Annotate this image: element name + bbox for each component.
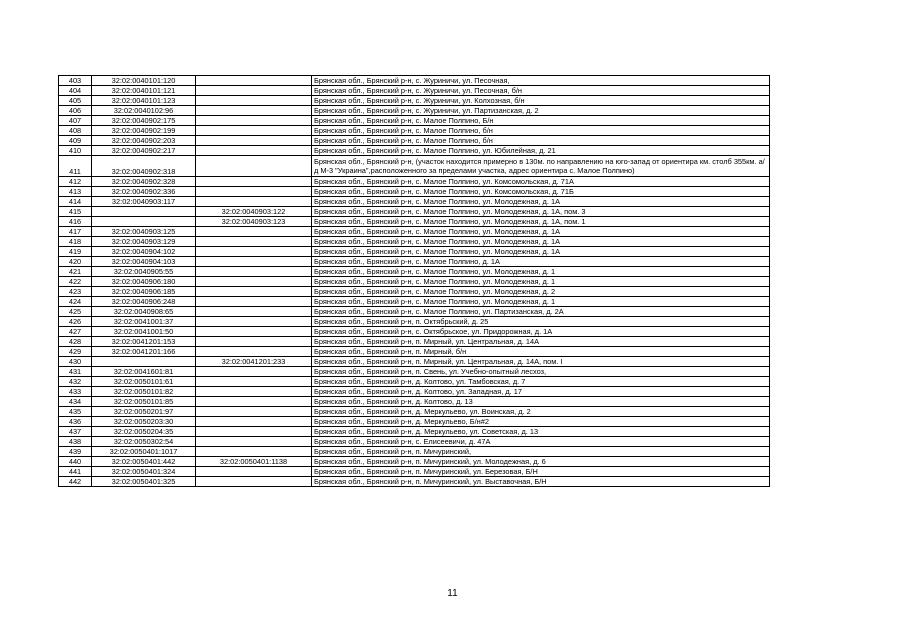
address-cell: Брянская обл., Брянский р-н, с. Малое Полпино, ул. Молодежная, д. 1А, пом. 1 [312, 217, 770, 227]
row-number-cell: 409 [59, 136, 92, 146]
address-cell: Брянская обл., Брянский р-н, с. Малое Полпино, ул. Молодежная, д. 1А [312, 227, 770, 237]
row-number-cell: 439 [59, 447, 92, 457]
row-number-cell: 436 [59, 417, 92, 427]
row-number-cell: 417 [59, 227, 92, 237]
table-row [59, 417, 770, 427]
table-row [59, 146, 770, 156]
row-number-cell: 441 [59, 467, 92, 477]
related-cadastral-number-cell: 32:02:0040903:123 [196, 217, 312, 227]
row-number-cell: 419 [59, 247, 92, 257]
row-number-cell: 442 [59, 477, 92, 487]
table-row [59, 347, 770, 357]
related-cadastral-number-cell [196, 86, 312, 96]
related-cadastral-number-cell [196, 297, 312, 307]
address-cell: Брянская обл., Брянский р-н, п. Мирный, ул. Центральная, д. 14А [312, 337, 770, 347]
address-cell: Брянская обл., Брянский р-н, с. Журиничи, ул. Песочная, [312, 76, 770, 86]
address-cell: Брянская обл., Брянский р-н, с. Журиничи, ул. Партизанская, д. 2 [312, 106, 770, 116]
related-cadastral-number-cell [196, 347, 312, 357]
row-number-cell: 413 [59, 187, 92, 197]
related-cadastral-number-cell: 32:02:0050401:1138 [196, 457, 312, 467]
cadastral-number-cell: 32:02:0040908:65 [92, 307, 196, 317]
cadastral-number-cell: 32:02:0040903:125 [92, 227, 196, 237]
row-number-cell: 426 [59, 317, 92, 327]
address-cell: Брянская обл., Брянский р-н, п. Октябрьский, д. 25 [312, 317, 770, 327]
table-row [59, 477, 770, 487]
related-cadastral-number-cell [196, 267, 312, 277]
table-row [59, 116, 770, 126]
address-cell: Брянская обл., Брянский р-н, д. Колтово, ул. Тамбовская, д. 7 [312, 377, 770, 387]
row-number-cell: 408 [59, 126, 92, 136]
table-row [59, 387, 770, 397]
table-row [59, 177, 770, 187]
table-row [59, 447, 770, 457]
table-row [59, 227, 770, 237]
address-cell: Брянская обл., Брянский р-н, п. Свень, ул. Учебно-опытный лесхоз, [312, 367, 770, 377]
row-number-cell: 416 [59, 217, 92, 227]
row-number-cell: 438 [59, 437, 92, 447]
row-number-cell: 429 [59, 347, 92, 357]
related-cadastral-number-cell [196, 146, 312, 156]
cadastral-number-cell: 32:02:0041201:153 [92, 337, 196, 347]
row-number-cell: 427 [59, 327, 92, 337]
cadastral-number-cell: 32:02:0040101:123 [92, 96, 196, 106]
table-row [59, 136, 770, 146]
related-cadastral-number-cell [196, 227, 312, 237]
related-cadastral-number-cell [196, 467, 312, 477]
address-cell: Брянская обл., Брянский р-н, с. Елисеевичи, д. 47А [312, 437, 770, 447]
address-cell: Брянская обл., Брянский р-н, с. Малое Полпино, б/н [312, 136, 770, 146]
page-number: 11 [447, 588, 458, 599]
cadastral-number-cell: 32:02:0050101:61 [92, 377, 196, 387]
table-row [59, 467, 770, 477]
address-cell: Брянская обл., Брянский р-н, п. Мичуринский, [312, 447, 770, 457]
cadastral-number-cell: 32:02:0040902:199 [92, 126, 196, 136]
address-cell: Брянская обл., Брянский р-н, д. Колтово, ул. Западная, д. 17 [312, 387, 770, 397]
cadastral-number-cell: 32:02:0040902:203 [92, 136, 196, 146]
related-cadastral-number-cell [196, 136, 312, 146]
row-number-cell: 404 [59, 86, 92, 96]
table-row [59, 367, 770, 377]
address-cell: Брянская обл., Брянский р-н, с. Малое Полпино, ул. Молодежная, д. 1 [312, 297, 770, 307]
cadastral-number-cell: 32:02:0050401:442 [92, 457, 196, 467]
row-number-cell: 414 [59, 197, 92, 207]
row-number-cell: 405 [59, 96, 92, 106]
cadastral-number-cell: 32:02:0050401:325 [92, 477, 196, 487]
address-cell: Брянская обл., Брянский р-н, д. Меркульево, ул. Советская, д. 13 [312, 427, 770, 437]
cadastral-number-cell: 32:02:0040902:217 [92, 146, 196, 156]
related-cadastral-number-cell [196, 106, 312, 116]
related-cadastral-number-cell [196, 187, 312, 197]
address-cell: Брянская обл., Брянский р-н, (участок находится примерно в 130м. по направлению на юго-запад от ориентира км. столб 355км. а/д М-3 "Украина",расположенного за пределами участка, адрес ориентира с. Малое Полпино) [312, 156, 770, 177]
row-number-cell: 415 [59, 207, 92, 217]
row-number-cell: 420 [59, 257, 92, 267]
address-cell: Брянская обл., Брянский р-н, п. Мичуринский, ул. Молодежная, д. 6 [312, 457, 770, 467]
address-cell: Брянская обл., Брянский р-н, с. Малое Полпино, ул. Молодежная, д. 1А [312, 247, 770, 257]
table-row [59, 96, 770, 106]
table-row [59, 427, 770, 437]
related-cadastral-number-cell [196, 417, 312, 427]
table-row [59, 267, 770, 277]
cadastral-number-cell [92, 217, 196, 227]
cadastral-number-cell: 32:02:0040902:175 [92, 116, 196, 126]
cadastral-number-cell: 32:02:0040906:180 [92, 277, 196, 287]
address-cell: Брянская обл., Брянский р-н, с. Журиничи, ул. Колхозная, б/н [312, 96, 770, 106]
row-number-cell: 428 [59, 337, 92, 347]
row-number-cell: 434 [59, 397, 92, 407]
row-number-cell: 433 [59, 387, 92, 397]
related-cadastral-number-cell [196, 427, 312, 437]
related-cadastral-number-cell [196, 397, 312, 407]
cadastral-number-cell: 32:02:0040902:328 [92, 177, 196, 187]
row-number-cell: 431 [59, 367, 92, 377]
related-cadastral-number-cell [196, 477, 312, 487]
address-cell: Брянская обл., Брянский р-н, п. Мирный, б/н [312, 347, 770, 357]
address-cell: Брянская обл., Брянский р-н, д. Колтово, д. 13 [312, 397, 770, 407]
address-cell: Брянская обл., Брянский р-н, с. Малое Полпино, ул. Молодежная, д. 1А, пом. 3 [312, 207, 770, 217]
row-number-cell: 421 [59, 267, 92, 277]
related-cadastral-number-cell [196, 407, 312, 417]
cadastral-number-cell: 32:02:0040906:185 [92, 287, 196, 297]
address-cell: Брянская обл., Брянский р-н, п. Мирный, ул. Центральная, д. 14А, пом. I [312, 357, 770, 367]
address-cell: Брянская обл., Брянский р-н, с. Малое Полпино, Б/н [312, 116, 770, 126]
related-cadastral-number-cell [196, 197, 312, 207]
cadastral-number-cell: 32:02:0040902:336 [92, 187, 196, 197]
table-row [59, 397, 770, 407]
cadastral-number-cell: 32:02:0040101:121 [92, 86, 196, 96]
cadastral-number-cell: 32:02:0040904:103 [92, 257, 196, 267]
cadastral-number-cell: 32:02:0050401:1017 [92, 447, 196, 457]
related-cadastral-number-cell: 32:02:0041201:233 [196, 357, 312, 367]
table-row [59, 327, 770, 337]
row-number-cell: 418 [59, 237, 92, 247]
row-number-cell: 437 [59, 427, 92, 437]
table-row [59, 156, 770, 177]
row-number-cell: 435 [59, 407, 92, 417]
cadastral-number-cell [92, 357, 196, 367]
table-row [59, 207, 770, 217]
related-cadastral-number-cell [196, 247, 312, 257]
table-row [59, 377, 770, 387]
related-cadastral-number-cell [196, 337, 312, 347]
table-row [59, 307, 770, 317]
cadastral-table [58, 75, 770, 487]
address-cell: Брянская обл., Брянский р-н, с. Малое Полпино, ул. Молодежная, д. 1А [312, 197, 770, 207]
address-cell: Брянская обл., Брянский р-н, с. Малое Полпино, ул. Юбилейная, д. 21 [312, 146, 770, 156]
related-cadastral-number-cell [196, 76, 312, 86]
address-cell: Брянская обл., Брянский р-н, с. Малое Полпино, ул. Партизанская, д. 2А [312, 307, 770, 317]
table-row [59, 257, 770, 267]
address-cell: Брянская обл., Брянский р-н, с. Малое Полпино, д. 1А [312, 257, 770, 267]
related-cadastral-number-cell [196, 307, 312, 317]
table-row [59, 197, 770, 207]
table-row [59, 187, 770, 197]
table-row [59, 337, 770, 347]
address-cell: Брянская обл., Брянский р-н, с. Журиничи, ул. Песочная, б/н [312, 86, 770, 96]
cadastral-number-cell: 32:02:0040906:248 [92, 297, 196, 307]
related-cadastral-number-cell [196, 287, 312, 297]
cadastral-number-cell: 32:02:0041001:50 [92, 327, 196, 337]
address-cell: Брянская обл., Брянский р-н, п. Мичуринский, ул. Березовая, Б/Н [312, 467, 770, 477]
related-cadastral-number-cell: 32:02:0040903:122 [196, 207, 312, 217]
table-row [59, 76, 770, 86]
address-cell: Брянская обл., Брянский р-н, с. Малое Полпино, ул. Молодежная, д. 1 [312, 267, 770, 277]
row-number-cell: 430 [59, 357, 92, 367]
cadastral-number-cell: 32:02:0040905:55 [92, 267, 196, 277]
related-cadastral-number-cell [196, 367, 312, 377]
table-row [59, 407, 770, 417]
related-cadastral-number-cell [196, 437, 312, 447]
related-cadastral-number-cell [196, 277, 312, 287]
address-cell: Брянская обл., Брянский р-н, д. Меркульево, ул. Воинская, д. 2 [312, 407, 770, 417]
row-number-cell: 407 [59, 116, 92, 126]
table-row [59, 437, 770, 447]
cadastral-number-cell: 32:02:0040903:117 [92, 197, 196, 207]
address-cell: Брянская обл., Брянский р-н, с. Малое Полпино, ул. Молодежная, д. 1А [312, 237, 770, 247]
cadastral-number-cell [92, 207, 196, 217]
address-cell: Брянская обл., Брянский р-н, с. Малое Полпино, ул. Молодежная, д. 2 [312, 287, 770, 297]
related-cadastral-number-cell [196, 116, 312, 126]
related-cadastral-number-cell [196, 447, 312, 457]
table-row [59, 217, 770, 227]
row-number-cell: 432 [59, 377, 92, 387]
table-row [59, 126, 770, 136]
cadastral-number-cell: 32:02:0040902:318 [92, 156, 196, 177]
related-cadastral-number-cell [196, 317, 312, 327]
table-row [59, 86, 770, 96]
table-row [59, 287, 770, 297]
cadastral-number-cell: 32:02:0041001:37 [92, 317, 196, 327]
related-cadastral-number-cell [196, 377, 312, 387]
address-cell: Брянская обл., Брянский р-н, с. Малое Полпино, ул. Комсомольская, д. 71Б [312, 187, 770, 197]
address-cell: Брянская обл., Брянский р-н, с. Малое Полпино, ул. Комсомольская, д. 71А [312, 177, 770, 187]
address-cell: Брянская обл., Брянский р-н, с. Малое Полпино, ул. Молодежная, д. 1 [312, 277, 770, 287]
related-cadastral-number-cell [196, 237, 312, 247]
table-row [59, 457, 770, 467]
row-number-cell: 423 [59, 287, 92, 297]
cadastral-number-cell: 32:02:0050203:30 [92, 417, 196, 427]
cadastral-number-cell: 32:02:0040101:120 [92, 76, 196, 86]
cadastral-number-cell: 32:02:0050302:54 [92, 437, 196, 447]
row-number-cell: 411 [59, 156, 92, 177]
table-row [59, 317, 770, 327]
related-cadastral-number-cell [196, 387, 312, 397]
cadastral-number-cell: 32:02:0040903:129 [92, 237, 196, 247]
cadastral-number-cell: 32:02:0040102:96 [92, 106, 196, 116]
table-row [59, 247, 770, 257]
row-number-cell: 422 [59, 277, 92, 287]
cadastral-number-cell: 32:02:0041201:166 [92, 347, 196, 357]
address-cell: Брянская обл., Брянский р-н, с. Малое Полпино, б/н [312, 126, 770, 136]
table-row [59, 237, 770, 247]
related-cadastral-number-cell [196, 156, 312, 177]
cadastral-number-cell: 32:02:0050204:35 [92, 427, 196, 437]
table-row [59, 357, 770, 367]
table-row [59, 106, 770, 116]
cadastral-number-cell: 32:02:0050101:85 [92, 397, 196, 407]
table-row [59, 277, 770, 287]
table-row [59, 297, 770, 307]
document-sheet [58, 75, 769, 487]
row-number-cell: 412 [59, 177, 92, 187]
cadastral-number-cell: 32:02:0050101:82 [92, 387, 196, 397]
related-cadastral-number-cell [196, 327, 312, 337]
row-number-cell: 440 [59, 457, 92, 467]
related-cadastral-number-cell [196, 257, 312, 267]
address-cell: Брянская обл., Брянский р-н, п. Мичуринский, ул. Выставочная, Б/Н [312, 477, 770, 487]
related-cadastral-number-cell [196, 96, 312, 106]
related-cadastral-number-cell [196, 126, 312, 136]
row-number-cell: 406 [59, 106, 92, 116]
row-number-cell: 424 [59, 297, 92, 307]
cadastral-number-cell: 32:02:0050201:97 [92, 407, 196, 417]
cadastral-number-cell: 32:02:0040904:102 [92, 247, 196, 257]
address-cell: Брянская обл., Брянский р-н, с. Октябрьское, ул. Придорожная, д. 1А [312, 327, 770, 337]
row-number-cell: 403 [59, 76, 92, 86]
cadastral-number-cell: 32:02:0041601:81 [92, 367, 196, 377]
row-number-cell: 425 [59, 307, 92, 317]
row-number-cell: 410 [59, 146, 92, 156]
related-cadastral-number-cell [196, 177, 312, 187]
table-body [59, 76, 770, 487]
address-cell: Брянская обл., Брянский р-н, д. Меркульево, Б/н#2 [312, 417, 770, 427]
cadastral-number-cell: 32:02:0050401:324 [92, 467, 196, 477]
